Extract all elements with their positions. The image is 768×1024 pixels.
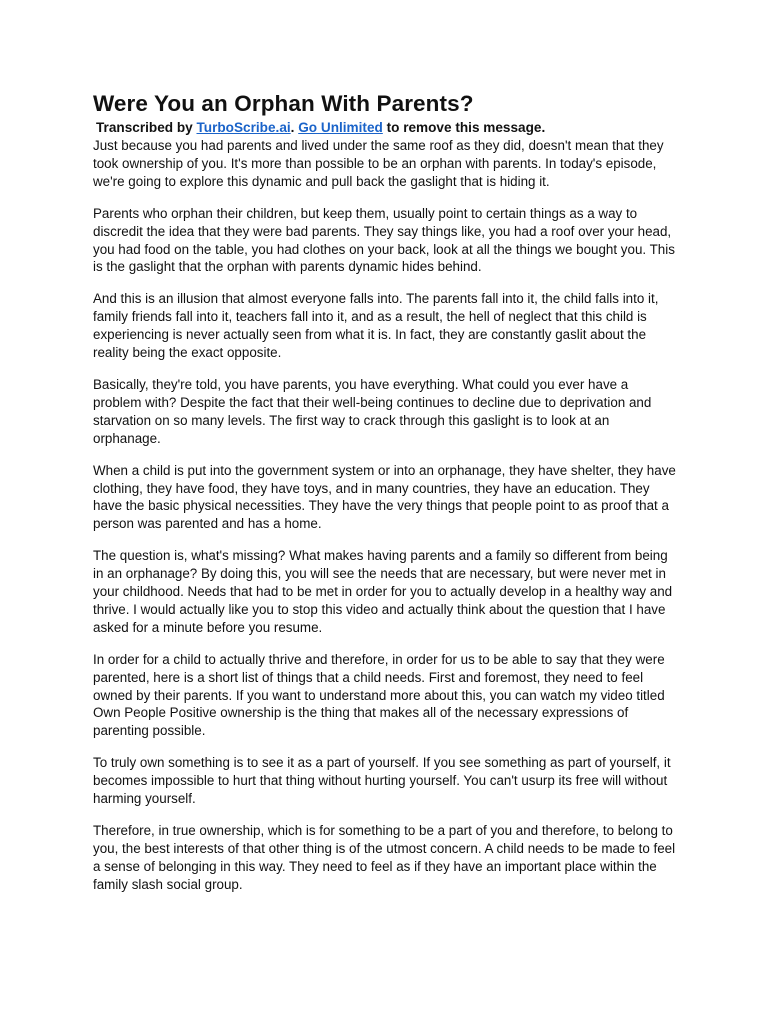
paragraph: Parents who orphan their children, but keep them, usually point to certain things as a way to discredit the idea that they were bad parents. They say things like, you had a roof over your head, you had food on the table, you had clothes on your back, look at all the things we bought you. This is the gaslight that the orphan with parents dynamic hides behind. [93, 205, 675, 275]
notice-separator: . [290, 120, 299, 135]
notice-prefix: Transcribed by [96, 120, 197, 135]
paragraph: When a child is put into the government system or into an orphanage, they have shelter, they have clothing, they have food, they have toys, and in many countries, they have an education. They have the basic physical necessities. They have the very things that people point to as proof that a person was parented and has a home. [93, 462, 676, 532]
paragraph: Just because you had parents and lived under the same roof as they did, doesn't mean that they took ownership of you. It's more than possible to be an orphan with parents. In today's episode, we're going to explore this dynamic and pull back the gaslight that is hiding it. [93, 138, 664, 189]
transcription-notice [96, 119, 677, 137]
turboscribe-link[interactable]: TurboScribe.ai [196, 120, 291, 135]
paragraph: Therefore, in true ownership, which is for something to be a part of you and therefore, to belong to you, the best interests of that other thing is of the utmost concern. A child needs to be made to feel a sense of belonging in this way. They need to feel as if they have an important place within the family slash social group. [93, 823, 676, 892]
document-page [93, 90, 677, 908]
go-unlimited-link[interactable]: Go Unlimited [298, 120, 383, 135]
paragraph: In order for a child to actually thrive and therefore, in order for us to be able to say that they were parented, here is a short list of things that a child needs. First and foremost, they need to feel owned by their parents. If you want to understand more about this, you can watch my video titled Own People Positive ownership is the thing that makes all of the necessary expressions of parenting possible. [93, 651, 665, 739]
paragraph: And this is an illusion that almost everyone falls into. The parents fall into it, the child falls into it, family friends fall into it, teachers fall into it, and as a result, the hell of neglect that this child is experiencing is never actually seen from what it is. In fact, they are constantly gaslit about the reality being the exact opposite. [93, 291, 659, 361]
paragraph: The question is, what's missing? What makes having parents and a family so different from being in an orphanage? By doing this, you will see the needs that are necessary, but were never met in your childhood. Needs that had to be met in order for you to actually develop in a healthy way and thrive. I would actually like you to stop this video and actually think about the question that I have asked for a minute before you resume. [93, 548, 673, 635]
paragraph: Basically, they're told, you have parents, you have everything. What could you ever have a problem with? Despite the fact that their well-being continues to decline due to deprivation and starvation on so many levels. The first way to crack through this gaslight is to look at an orphanage. [93, 376, 652, 446]
document-title: Were You an Orphan With Parents? [93, 91, 474, 116]
notice-suffix: to remove this message. [382, 120, 546, 135]
paragraph: To truly own something is to see it as a part of yourself. If you see something as part of yourself, it becomes impossible to hurt that thing without hurting yourself. You can't usurp its free will without harming yourself. [93, 755, 671, 807]
